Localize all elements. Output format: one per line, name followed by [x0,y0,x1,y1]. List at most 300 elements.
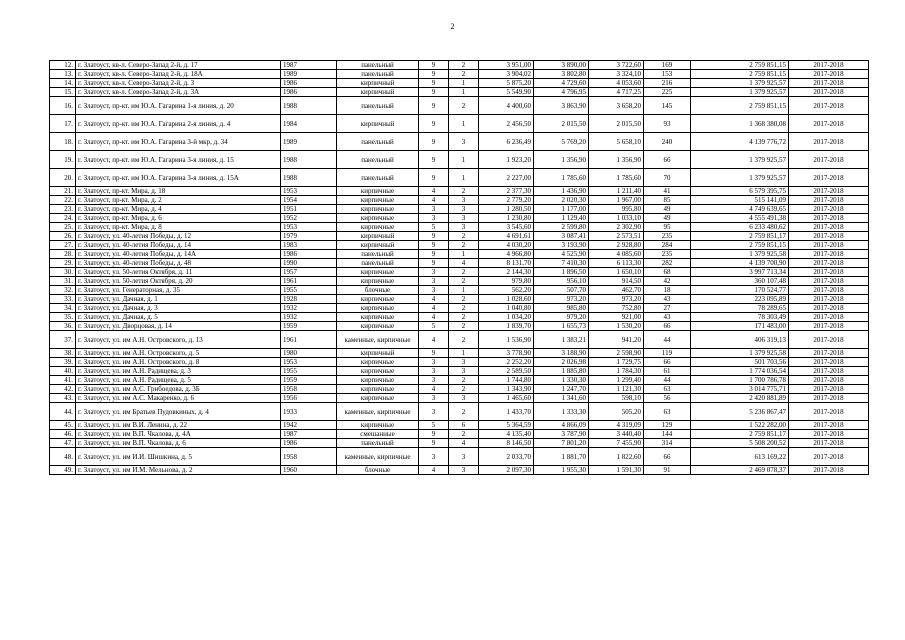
residential-area-cell: 941,20 [589,331,644,349]
residents-cell: 66 [644,448,691,466]
address-cell: г. Златоуст, пр-кт. Мира, д. 2 [76,196,281,205]
floors-cell: 4 [419,331,449,349]
floors-cell: 9 [419,79,449,88]
total-area-cell: 1 465,60 [479,394,534,403]
table-row [50,151,869,169]
total-area-cell: 1 839,70 [479,322,534,331]
period-cell: 2017-2018 [789,286,869,295]
floors-cell: 9 [419,430,449,439]
entrances-cell: 2 [449,331,479,349]
row-number: 46. [50,430,76,439]
cost-cell: 1 379 925,58 [691,349,789,358]
address-cell: г. Златоуст, пр-кт. им Ю.А. Гагарина 1-я линия, д. 20 [76,97,281,115]
year-cell: 1952 [281,214,337,223]
address-cell: г. Златоуст, пр-кт. Мира, д. 4 [76,205,281,214]
year-cell: 1953 [281,223,337,232]
address-cell: г. Златоуст, ул. им А.С. Макаренко, д. 6 [76,394,281,403]
year-cell: 1980 [281,349,337,358]
entrances-cell: 2 [449,187,479,196]
residents-cell: 145 [644,97,691,115]
living-area-cell: 1 177,00 [534,205,589,214]
row-number: 47. [50,439,76,448]
address-cell: г. Златоуст, пр-кт. им Ю.А. Гагарина 3-я линия, д. 15 [76,151,281,169]
material-cell: панельный [337,250,419,259]
total-area-cell: 979,80 [479,277,534,286]
table-row [50,70,869,79]
year-cell: 1960 [281,466,337,475]
cost-cell: 1 379 925,58 [691,250,789,259]
row-number: 37. [50,331,76,349]
period-cell: 2017-2018 [789,295,869,304]
total-area-cell: 1 230,80 [479,214,534,223]
residents-cell: 216 [644,79,691,88]
residential-area-cell: 973,20 [589,295,644,304]
floors-cell: 3 [419,277,449,286]
cost-cell: 78 303,49 [691,313,789,322]
entrances-cell: 2 [449,376,479,385]
living-area-cell: 1 247,70 [534,385,589,394]
entrances-cell: 3 [449,394,479,403]
row-number: 24. [50,214,76,223]
residents-cell: 93 [644,115,691,133]
address-cell: г. Златоуст, ул. им В.П. Чкалова, д. 4А [76,430,281,439]
row-number: 45. [50,421,76,430]
residents-cell: 66 [644,151,691,169]
material-cell: панельный [337,169,419,187]
cost-cell: 2 420 881,89 [691,394,789,403]
entrances-cell: 6 [449,421,479,430]
period-cell: 2017-2018 [789,133,869,151]
address-cell: г. Златоуст, ул. им В.И. Ленина, д. 22 [76,421,281,430]
address-cell: г. Златоуст, ул. им Братьев Пудовкиных, д. 4 [76,403,281,421]
living-area-cell: 3 193,90 [534,241,589,250]
living-area-cell: 1 896,50 [534,268,589,277]
residential-area-cell: 6 113,30 [589,259,644,268]
address-cell: г. Златоуст, ул. им В.П. Чкалова, д. 6 [76,439,281,448]
year-cell: 1953 [281,358,337,367]
row-number: 16. [50,97,76,115]
period-cell: 2017-2018 [789,268,869,277]
cost-cell: 1 700 786,78 [691,376,789,385]
table-row [50,376,869,385]
floors-cell: 5 [419,322,449,331]
cost-cell: 2 759 851,17 [691,232,789,241]
total-area-cell: 2 589,50 [479,367,534,376]
entrances-cell: 3 [449,196,479,205]
row-number: 31. [50,277,76,286]
total-area-cell: 4 966,80 [479,250,534,259]
row-number: 26. [50,232,76,241]
period-cell: 2017-2018 [789,448,869,466]
floors-cell: 9 [419,88,449,97]
total-area-cell: 8 146,50 [479,439,534,448]
residents-cell: 235 [644,232,691,241]
cost-cell: 501 703,56 [691,358,789,367]
address-cell: г. Златоуст, ул. им А.С. Грибоедова, д. 3Б [76,385,281,394]
table-row [50,367,869,376]
material-cell: панельный [337,133,419,151]
living-area-cell: 1 885,80 [534,367,589,376]
cost-cell: 1 379 925,57 [691,169,789,187]
period-cell: 2017-2018 [789,394,869,403]
living-area-cell: 3 863,90 [534,97,589,115]
table-row [50,223,869,232]
cost-cell: 1 379 925,57 [691,88,789,97]
residential-area-cell: 4 085,60 [589,250,644,259]
year-cell: 1961 [281,277,337,286]
row-number: 38. [50,349,76,358]
table-row [50,115,869,133]
residents-cell: 66 [644,322,691,331]
material-cell: смешанные [337,430,419,439]
living-area-cell: 5 769,20 [534,133,589,151]
table-row [50,313,869,322]
period-cell: 2017-2018 [789,151,869,169]
year-cell: 1928 [281,295,337,304]
period-cell: 2017-2018 [789,331,869,349]
living-area-cell: 1 129,40 [534,214,589,223]
table-row [50,79,869,88]
residential-area-cell: 2 573,51 [589,232,644,241]
cost-cell: 2 759 851,15 [691,61,789,70]
total-area-cell: 3 951,00 [479,61,534,70]
material-cell: блочные [337,286,419,295]
residential-area-cell: 505,20 [589,403,644,421]
total-area-cell: 1 744,80 [479,376,534,385]
floors-cell: 9 [419,250,449,259]
table-row [50,430,869,439]
floors-cell: 9 [419,133,449,151]
table-row [50,286,869,295]
year-cell: 1984 [281,115,337,133]
residential-area-cell: 2 928,80 [589,241,644,250]
residential-area-cell: 3 324,10 [589,70,644,79]
year-cell: 1988 [281,151,337,169]
housing-table [49,60,869,475]
floors-cell: 3 [419,268,449,277]
total-area-cell: 2 227,00 [479,169,534,187]
table-row [50,268,869,277]
period-cell: 2017-2018 [789,259,869,268]
material-cell: кирпичные [337,205,419,214]
table-row [50,349,869,358]
year-cell: 1988 [281,97,337,115]
residential-area-cell: 1 784,30 [589,367,644,376]
material-cell: кирпичный [337,241,419,250]
period-cell: 2017-2018 [789,61,869,70]
period-cell: 2017-2018 [789,196,869,205]
residents-cell: 70 [644,169,691,187]
period-cell: 2017-2018 [789,466,869,475]
entrances-cell: 2 [449,268,479,277]
total-area-cell: 5 364,59 [479,421,534,430]
floors-cell: 9 [419,61,449,70]
floors-cell: 9 [419,439,449,448]
table-row [50,169,869,187]
cost-cell: 170 524,77 [691,286,789,295]
residential-area-cell: 5 658,10 [589,133,644,151]
period-cell: 2017-2018 [789,358,869,367]
living-area-cell: 3 787,90 [534,430,589,439]
residential-area-cell: 4 053,60 [589,79,644,88]
year-cell: 1953 [281,187,337,196]
row-number: 43. [50,394,76,403]
year-cell: 1979 [281,232,337,241]
living-area-cell: 2 015,50 [534,115,589,133]
row-number: 48. [50,448,76,466]
address-cell: г. Златоуст, ул. 50-летия Октября, д. 20 [76,277,281,286]
living-area-cell: 1 955,30 [534,466,589,475]
period-cell: 2017-2018 [789,439,869,448]
floors-cell: 9 [419,70,449,79]
residential-area-cell: 4 319,09 [589,421,644,430]
year-cell: 1986 [281,439,337,448]
year-cell: 1986 [281,79,337,88]
material-cell: панельный [337,70,419,79]
residents-cell: 240 [644,133,691,151]
total-area-cell: 3 545,60 [479,223,534,232]
table-row [50,448,869,466]
table-row [50,61,869,70]
entrances-cell: 2 [449,97,479,115]
residential-area-cell: 1 033,10 [589,214,644,223]
year-cell: 1958 [281,448,337,466]
period-cell: 2017-2018 [789,214,869,223]
total-area-cell: 4 030,20 [479,241,534,250]
entrances-cell: 1 [449,79,479,88]
total-area-cell: 3 778,90 [479,349,534,358]
period-cell: 2017-2018 [789,304,869,313]
entrances-cell: 2 [449,61,479,70]
table-row [50,277,869,286]
residential-area-cell: 2 598,90 [589,349,644,358]
cost-cell: 2 759 851,15 [691,70,789,79]
entrances-cell: 1 [449,286,479,295]
row-number: 15. [50,88,76,97]
material-cell: кирпичные [337,268,419,277]
cost-cell: 5 236 867,47 [691,403,789,421]
row-number: 13. [50,70,76,79]
entrances-cell: 3 [449,214,479,223]
entrances-cell: 1 [449,88,479,97]
entrances-cell: 3 [449,133,479,151]
address-cell: г. Златоуст, ул. 40-летия Победы, д. 12 [76,232,281,241]
residents-cell: 56 [644,394,691,403]
residential-area-cell: 1 785,60 [589,169,644,187]
table-row [50,304,869,313]
row-number: 36. [50,322,76,331]
material-cell: кирпичные [337,304,419,313]
floors-cell: 4 [419,385,449,394]
residents-cell: 144 [644,430,691,439]
residential-area-cell: 1 967,00 [589,196,644,205]
period-cell: 2017-2018 [789,169,869,187]
year-cell: 1989 [281,70,337,79]
cost-cell: 4 139 776,72 [691,133,789,151]
total-area-cell: 1 536,90 [479,331,534,349]
floors-cell: 4 [419,313,449,322]
floors-cell: 9 [419,349,449,358]
period-cell: 2017-2018 [789,250,869,259]
cost-cell: 223 095,89 [691,295,789,304]
row-number: 35. [50,313,76,322]
address-cell: г. Златоуст, ул. Дачная, д. 1 [76,295,281,304]
living-area-cell: 7 801,20 [534,439,589,448]
total-area-cell: 3 904,02 [479,70,534,79]
cost-cell: 1 368 380,08 [691,115,789,133]
address-cell: г. Златоуст, ул. им И.М. Мельнова, д. 2 [76,466,281,475]
living-area-cell: 2 599,80 [534,223,589,232]
living-area-cell: 973,20 [534,295,589,304]
table-row [50,241,869,250]
row-number: 14. [50,79,76,88]
residents-cell: 18 [644,286,691,295]
residents-cell: 49 [644,205,691,214]
material-cell: кирпичные [337,277,419,286]
address-cell: г. Златоуст, пр-кт. Мира, д. 18 [76,187,281,196]
floors-cell: 3 [419,358,449,367]
period-cell: 2017-2018 [789,403,869,421]
total-area-cell: 1 034,20 [479,313,534,322]
cost-cell: 613 169,22 [691,448,789,466]
table-row [50,97,869,115]
material-cell: кирпичный [337,232,419,241]
living-area-cell: 1 436,90 [534,187,589,196]
living-area-cell: 2 020,30 [534,196,589,205]
total-area-cell: 1 280,50 [479,205,534,214]
material-cell: панельный [337,61,419,70]
material-cell: кирпичные [337,223,419,232]
entrances-cell: 1 [449,169,479,187]
total-area-cell: 2 456,50 [479,115,534,133]
living-area-cell: 3 890,00 [534,61,589,70]
floors-cell: 3 [419,214,449,223]
entrances-cell: 3 [449,466,479,475]
living-area-cell: 1 881,70 [534,448,589,466]
cost-cell: 3 997 713,34 [691,268,789,277]
address-cell: г. Златоуст, ул. Генераторная, д. 35 [76,286,281,295]
entrances-cell: 2 [449,403,479,421]
row-number: 40. [50,367,76,376]
residential-area-cell: 1 530,20 [589,322,644,331]
living-area-cell: 1 330,30 [534,376,589,385]
total-area-cell: 2 779,20 [479,196,534,205]
floors-cell: 9 [419,232,449,241]
material-cell: панельный [337,439,419,448]
total-area-cell: 2 252,20 [479,358,534,367]
entrances-cell: 1 [449,250,479,259]
total-area-cell: 2 097,30 [479,466,534,475]
material-cell: каменные, кирпичные [337,331,419,349]
period-cell: 2017-2018 [789,79,869,88]
material-cell: кирпичные [337,295,419,304]
entrances-cell: 3 [449,223,479,232]
address-cell: г. Златоуст, ул. 40-летия Победы, д. 48 [76,259,281,268]
address-cell: г. Златоуст, кв-л. Северо-Запад 2-й, д. 3А [76,88,281,97]
address-cell: г. Златоуст, ул. им А.Н. Островского, д. 8 [76,358,281,367]
table-row [50,322,869,331]
floors-cell: 4 [419,196,449,205]
entrances-cell: 2 [449,304,479,313]
row-number: 21. [50,187,76,196]
year-cell: 1933 [281,403,337,421]
table-row [50,394,869,403]
residential-area-cell: 462,70 [589,286,644,295]
row-number: 23. [50,205,76,214]
residential-area-cell: 2 302,90 [589,223,644,232]
total-area-cell: 2 144,30 [479,268,534,277]
material-cell: кирпичный [337,79,419,88]
material-cell: кирпичный [337,349,419,358]
cost-cell: 2 759 851,17 [691,430,789,439]
total-area-cell: 4 691,61 [479,232,534,241]
year-cell: 1986 [281,88,337,97]
residents-cell: 284 [644,241,691,250]
living-area-cell: 985,80 [534,304,589,313]
entrances-cell: 2 [449,70,479,79]
floors-cell: 3 [419,286,449,295]
residential-area-cell: 4 717,25 [589,88,644,97]
material-cell: кирпичный [337,115,419,133]
total-area-cell: 5 875,20 [479,79,534,88]
entrances-cell: 2 [449,313,479,322]
residential-area-cell: 1 650,10 [589,268,644,277]
row-number: 19. [50,151,76,169]
total-area-cell: 4 135,40 [479,430,534,439]
table-row [50,385,869,394]
table-row [50,331,869,349]
residents-cell: 61 [644,367,691,376]
living-area-cell: 7 410,30 [534,259,589,268]
table-row [50,439,869,448]
material-cell: кирпичные [337,394,419,403]
floors-cell: 9 [419,259,449,268]
year-cell: 1959 [281,376,337,385]
cost-cell: 4 139 700,90 [691,259,789,268]
material-cell: блочные [337,466,419,475]
period-cell: 2017-2018 [789,385,869,394]
address-cell: г. Златоуст, пр-кт. им Ю.А. Гагарина 3-й мкр, д. 34 [76,133,281,151]
total-area-cell: 1 343,90 [479,385,534,394]
total-area-cell: 6 236,49 [479,133,534,151]
material-cell: кирпичные [337,196,419,205]
entrances-cell: 3 [449,358,479,367]
row-number: 12. [50,61,76,70]
entrances-cell: 3 [449,205,479,214]
row-number: 30. [50,268,76,277]
table-row [50,295,869,304]
residential-area-cell: 1 121,30 [589,385,644,394]
material-cell: панельный [337,259,419,268]
table-row [50,133,869,151]
year-cell: 1932 [281,304,337,313]
address-cell: г. Златоуст, ул. Дачная, д. 3 [76,304,281,313]
cost-cell: 406 319,13 [691,331,789,349]
address-cell: г. Златоуст, пр-кт. им Ю.А. Гагарина 2-я линия, д. 4 [76,115,281,133]
material-cell: кирпичные [337,367,419,376]
residential-area-cell: 3 658,20 [589,97,644,115]
material-cell: кирпичные [337,358,419,367]
year-cell: 1955 [281,367,337,376]
residents-cell: 44 [644,376,691,385]
row-number: 41. [50,376,76,385]
residents-cell: 43 [644,313,691,322]
row-number: 32. [50,286,76,295]
period-cell: 2017-2018 [789,241,869,250]
address-cell: г. Златоуст, ул. Дачная, д. 5 [76,313,281,322]
cost-cell: 78 289,65 [691,304,789,313]
table-row [50,403,869,421]
